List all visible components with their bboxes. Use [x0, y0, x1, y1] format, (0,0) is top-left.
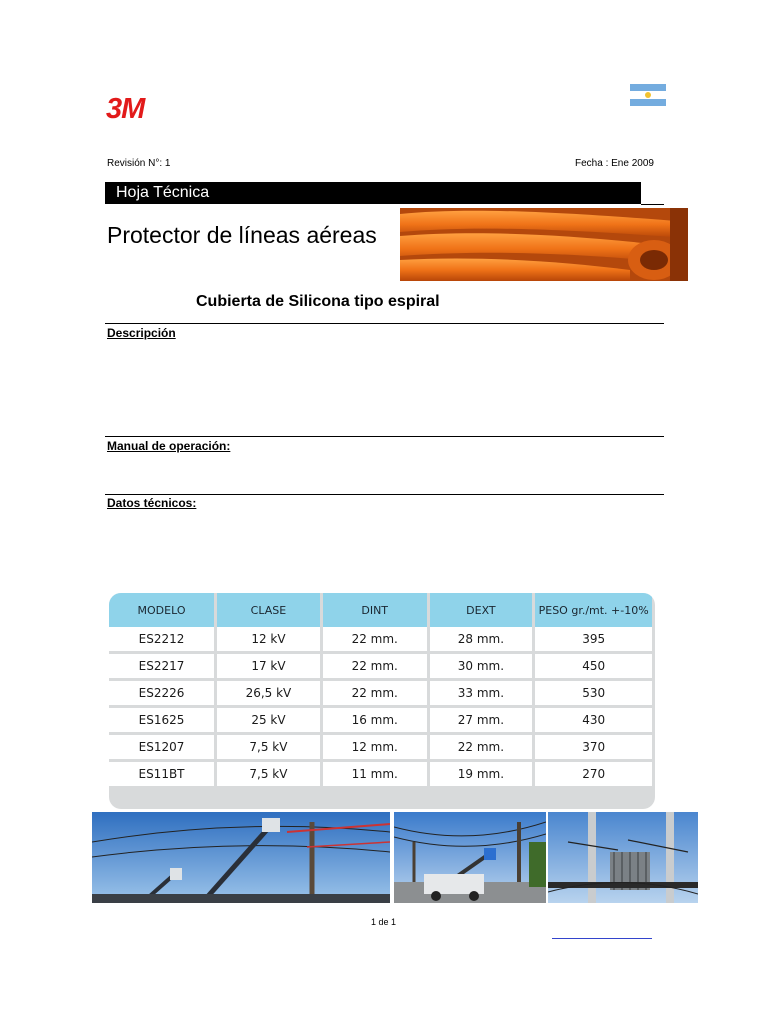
divider: [105, 494, 664, 495]
cell-modelo: ES2212: [109, 627, 214, 654]
cell-dint: 12 mm.: [323, 735, 427, 762]
cell-dext: 28 mm.: [430, 627, 533, 654]
cell-dext: 33 mm.: [430, 681, 533, 708]
cell-modelo: ES1207: [109, 735, 214, 762]
cell-modelo: ES2226: [109, 681, 214, 708]
cell-dext: 22 mm.: [430, 735, 533, 762]
header-bar: [105, 182, 641, 204]
cell-peso: 430: [535, 708, 652, 735]
header-bar-underline: [641, 204, 664, 205]
technical-data-table: [109, 593, 655, 809]
section-technical-heading: Datos técnicos:: [107, 496, 197, 510]
header-clase: CLASE: [217, 593, 320, 627]
cell-clase: 17 kV: [217, 654, 320, 681]
cell-clase: 7,5 kV: [217, 762, 320, 786]
section-description-heading: Descripción: [107, 326, 176, 340]
cell-dext: 27 mm.: [430, 708, 533, 735]
header-dext: DEXT: [430, 593, 533, 627]
cell-peso: 530: [535, 681, 652, 708]
cell-dint: 22 mm.: [323, 627, 427, 654]
page-subtitle: Cubierta de Silicona tipo espiral: [196, 293, 440, 310]
page-number: 1 de 1: [371, 917, 397, 927]
installation-photo-truck: [394, 812, 546, 903]
header-peso: PESO gr./mt. +-10%: [535, 593, 652, 627]
cell-modelo: ES11BT: [109, 762, 214, 786]
cell-peso: 450: [535, 654, 652, 681]
header-dint: DINT: [323, 593, 427, 627]
cell-clase: 7,5 kV: [217, 735, 320, 762]
cell-peso: 395: [535, 627, 652, 654]
cell-dint: 16 mm.: [323, 708, 427, 735]
divider: [105, 436, 664, 437]
header-bar-label: Hoja Técnica: [116, 184, 210, 201]
divider: [105, 323, 664, 324]
installation-photo-crane: [92, 812, 390, 903]
document-date: Fecha : Ene 2009: [575, 158, 654, 169]
cell-dext: 30 mm.: [430, 654, 533, 681]
page-title: Protector de líneas aéreas: [107, 222, 377, 248]
cell-peso: 370: [535, 735, 652, 762]
cell-dint: 22 mm.: [323, 654, 427, 681]
cell-modelo: ES1625: [109, 708, 214, 735]
table-row: [109, 654, 652, 681]
cell-modelo: ES2217: [109, 654, 214, 681]
table-row: [109, 627, 652, 654]
table-row: [109, 681, 652, 708]
3m-logo: 3M: [106, 93, 145, 125]
table-header-row: [109, 593, 652, 627]
cell-clase: 25 kV: [217, 708, 320, 735]
header-modelo: MODELO: [109, 593, 214, 627]
argentina-flag-icon: [630, 84, 666, 106]
cell-clase: 26,5 kV: [217, 681, 320, 708]
cell-clase: 12 kV: [217, 627, 320, 654]
table-row: [109, 762, 652, 786]
revision-number: Revisión N°: 1: [107, 158, 171, 169]
footer-link[interactable]: [552, 938, 652, 939]
section-manual-heading: Manual de operación:: [107, 439, 231, 453]
cell-dint: 11 mm.: [323, 762, 427, 786]
cell-peso: 270: [535, 762, 652, 786]
table-row: [109, 735, 652, 762]
cell-dext: 19 mm.: [430, 762, 533, 786]
installation-photo-transformer: [548, 812, 698, 903]
product-photo: [400, 208, 688, 281]
table-row: [109, 708, 652, 735]
cell-dint: 22 mm.: [323, 681, 427, 708]
